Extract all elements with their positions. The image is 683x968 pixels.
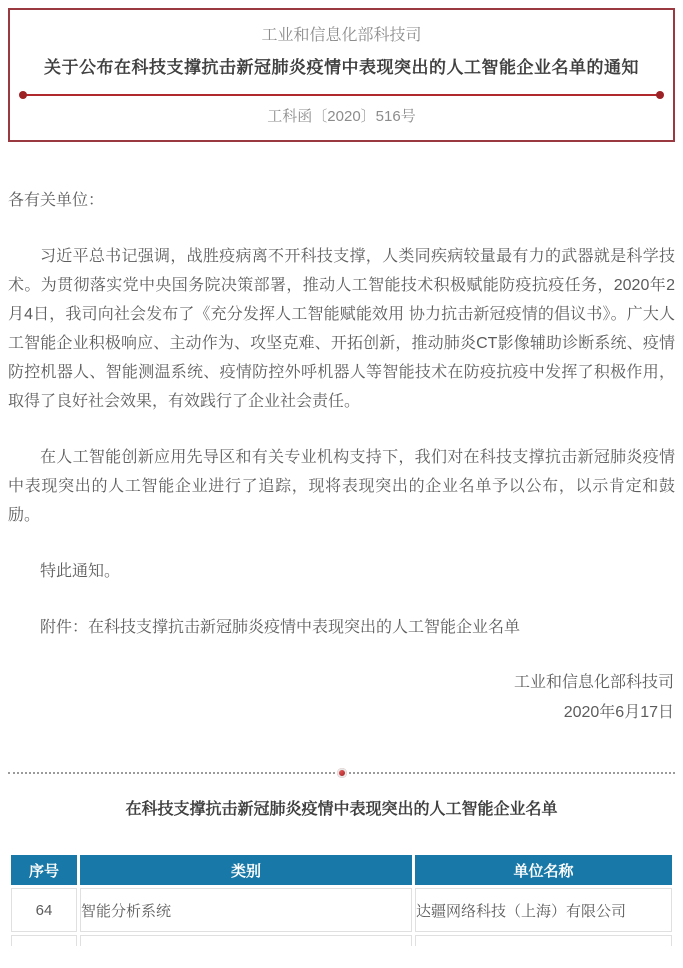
- separator-red-dot-icon: [337, 768, 347, 778]
- closing-line: 特此通知。: [40, 563, 121, 580]
- table-header-row: [11, 855, 672, 885]
- signature-department: 工业和信息化部科技司: [513, 674, 674, 691]
- column-header-serial: 序号: [11, 855, 77, 885]
- cell-serial-number: 64: [11, 888, 77, 932]
- attachment-line: 附件：在科技支撑抗击新冠肺炎疫情中表现突出的人工智能企业名单: [40, 619, 521, 636]
- table-row-partial: [11, 935, 672, 946]
- signature-block: [8, 668, 675, 728]
- paragraph-1: 习近平总书记强调，战胜疫病离不开科技支撑，人类同疾病较量最有力的武器就是科学技术。为贯彻落实党中央国务院决策部署，推动人工智能技术积极赋能防疫抗疫任务，2020年2月4日，我司向社会发布了《充分发挥人工智能赋能效用 协力抗击新冠疫情的倡议书》。广大人工智能企业积极响应、主动作为、攻坚克难、开拓创新，推动肺炎CT影像辅助诊断系统、疫情防控机器人、智能测温系统、疫情防控外呼机器人等智能技术在防疫抗疫中发挥了积极作用，取得了良好社会效果，有效践行了企业社会责任。: [8, 248, 675, 410]
- notice-title: 关于公布在科技支撑抗击新冠肺炎疫情中表现突出的人工智能企业名单的通知: [44, 58, 639, 77]
- cell-partial: [80, 935, 412, 946]
- document-number: 工科函〔2020〕516号: [267, 108, 416, 125]
- red-divider-line: [20, 94, 663, 96]
- salutation: 各有关单位：: [8, 192, 105, 209]
- signature-date: 2020年6月17日: [563, 704, 674, 721]
- cell-partial: [11, 935, 77, 946]
- company-list-table: [8, 852, 675, 949]
- paragraph-2: 在人工智能创新应用先导区和有关专业机构支持下，我们对在科技支撑抗击新冠肺炎疫情中表现突出的人工智能企业进行了追踪，现将表现突出的企业名单予以公布，以示肯定和鼓励。: [8, 449, 675, 524]
- issuing-department: 工业和信息化部科技司: [261, 27, 422, 44]
- cell-company-name: 达疆网络科技（上海）有限公司: [415, 888, 672, 932]
- dotted-separator: [8, 772, 675, 774]
- cell-partial: [415, 935, 672, 946]
- notice-header-box: [8, 8, 675, 142]
- attachment-title: 在科技支撑抗击新冠肺炎疫情中表现突出的人工智能企业名单: [125, 801, 558, 818]
- divider-left-dot-icon: [19, 91, 27, 99]
- column-header-company: 单位名称: [415, 855, 672, 885]
- notice-body: [8, 186, 675, 728]
- divider-right-dot-icon: [656, 91, 664, 99]
- cell-category: 智能分析系统: [80, 888, 412, 932]
- table-row: [11, 888, 672, 932]
- column-header-category: 类别: [80, 855, 412, 885]
